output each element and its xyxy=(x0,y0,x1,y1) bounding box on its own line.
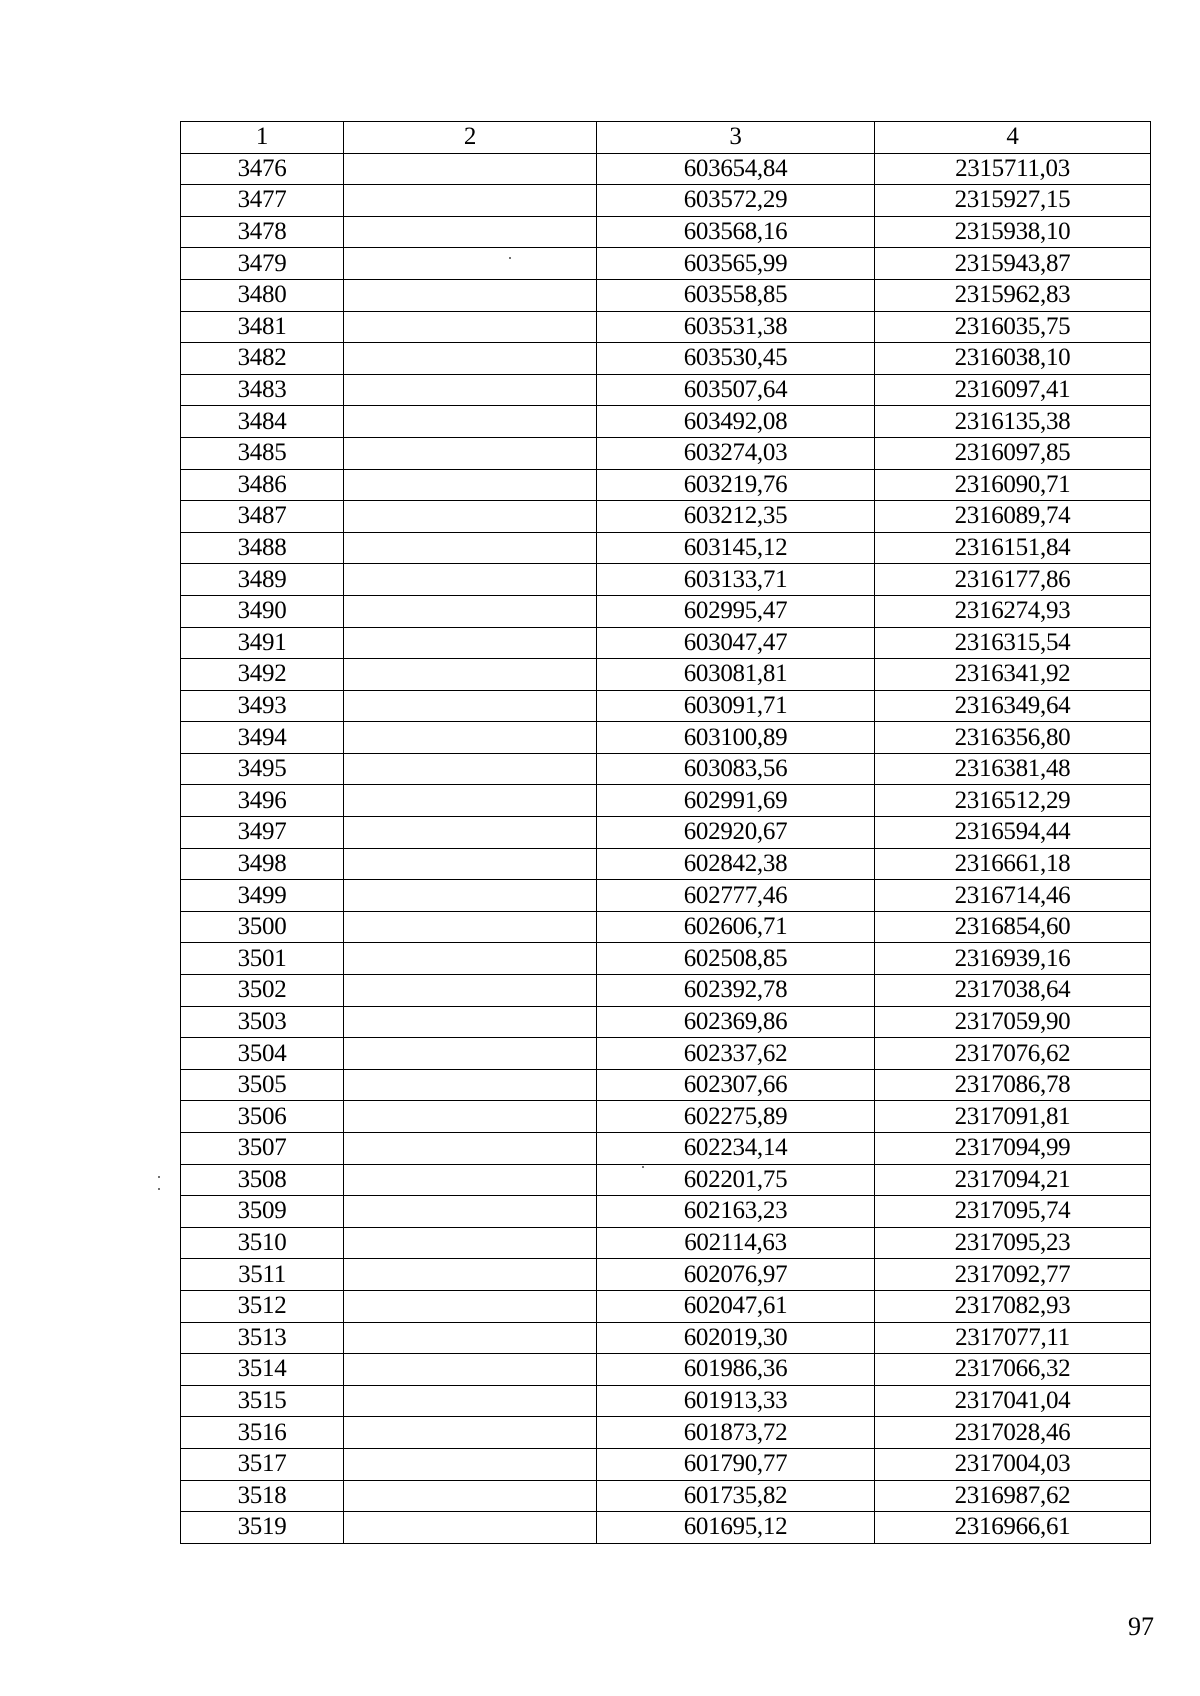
table-row xyxy=(181,1006,1151,1038)
table-cell-col-2 xyxy=(344,753,597,785)
table-cell-col-2 xyxy=(344,406,597,438)
table-cell-col-4: 2317095,74 xyxy=(875,1196,1151,1228)
table-cell-col-4: 2316966,61 xyxy=(875,1512,1151,1544)
table-cell-col-3: 602920,67 xyxy=(597,817,875,849)
table-row xyxy=(181,911,1151,943)
column-header-2: 2 xyxy=(344,122,597,154)
table-cell-col-4: 2316274,93 xyxy=(875,595,1151,627)
table-cell-col-4: 2317059,90 xyxy=(875,1006,1151,1038)
table-row xyxy=(181,279,1151,311)
table-cell-col-4: 2317095,23 xyxy=(875,1227,1151,1259)
table-cell-col-2 xyxy=(344,1259,597,1291)
table-cell-col-3: 603047,47 xyxy=(597,627,875,659)
table-cell-col-4: 2316315,54 xyxy=(875,627,1151,659)
table-cell-col-1: 3478 xyxy=(181,216,344,248)
table-cell-col-1: 3493 xyxy=(181,690,344,722)
table-row xyxy=(181,185,1151,217)
table-cell-col-4: 2317076,62 xyxy=(875,1038,1151,1070)
table-cell-col-2 xyxy=(344,1164,597,1196)
table-row xyxy=(181,501,1151,533)
table-row xyxy=(181,311,1151,343)
table-cell-col-3: 602076,97 xyxy=(597,1259,875,1291)
table-cell-col-3: 603492,08 xyxy=(597,406,875,438)
table-cell-col-4: 2316035,75 xyxy=(875,311,1151,343)
table-cell-col-1: 3492 xyxy=(181,659,344,691)
table-cell-col-2 xyxy=(344,975,597,1007)
table-cell-col-3: 602991,69 xyxy=(597,785,875,817)
table-row xyxy=(181,1417,1151,1449)
table-cell-col-1: 3509 xyxy=(181,1196,344,1228)
table-cell-col-2 xyxy=(344,1480,597,1512)
table-cell-col-1: 3510 xyxy=(181,1227,344,1259)
table-cell-col-3: 603100,89 xyxy=(597,722,875,754)
table-cell-col-1: 3481 xyxy=(181,311,344,343)
table-row xyxy=(181,1227,1151,1259)
table-cell-col-2 xyxy=(344,1196,597,1228)
table-row xyxy=(181,1354,1151,1386)
scan-speck xyxy=(158,1176,160,1178)
table-cell-col-4: 2316512,29 xyxy=(875,785,1151,817)
table-row xyxy=(181,627,1151,659)
table-cell-col-1: 3512 xyxy=(181,1290,344,1322)
table-cell-col-3: 602842,38 xyxy=(597,848,875,880)
table-cell-col-1: 3485 xyxy=(181,437,344,469)
table-cell-col-1: 3477 xyxy=(181,185,344,217)
table-cell-col-3: 603558,85 xyxy=(597,279,875,311)
table-row xyxy=(181,1196,1151,1228)
table-row xyxy=(181,1322,1151,1354)
table-row xyxy=(181,564,1151,596)
table-cell-col-1: 3513 xyxy=(181,1322,344,1354)
table-cell-col-1: 3517 xyxy=(181,1448,344,1480)
table-row xyxy=(181,785,1151,817)
table-cell-col-2 xyxy=(344,1354,597,1386)
table-cell-col-1: 3506 xyxy=(181,1101,344,1133)
table-cell-col-1: 3515 xyxy=(181,1385,344,1417)
table-cell-col-4: 2317066,32 xyxy=(875,1354,1151,1386)
table-cell-col-4: 2317082,93 xyxy=(875,1290,1151,1322)
table-cell-col-1: 3519 xyxy=(181,1512,344,1544)
table-cell-col-1: 3484 xyxy=(181,406,344,438)
table-cell-col-2 xyxy=(344,1448,597,1480)
table-cell-col-1: 3483 xyxy=(181,374,344,406)
table-cell-col-2 xyxy=(344,595,597,627)
table-cell-col-3: 602201,75 xyxy=(597,1164,875,1196)
table-cell-col-4: 2317091,81 xyxy=(875,1101,1151,1133)
table-cell-col-4: 2317004,03 xyxy=(875,1448,1151,1480)
table-cell-col-2 xyxy=(344,343,597,375)
table-cell-col-1: 3497 xyxy=(181,817,344,849)
table-cell-col-1: 3490 xyxy=(181,595,344,627)
table-row xyxy=(181,1448,1151,1480)
table-row xyxy=(181,437,1151,469)
table-cell-col-1: 3491 xyxy=(181,627,344,659)
table-cell-col-4: 2317028,46 xyxy=(875,1417,1151,1449)
table-cell-col-4: 2315711,03 xyxy=(875,153,1151,185)
scan-speck xyxy=(158,1188,160,1190)
table-row xyxy=(181,374,1151,406)
table-cell-col-4: 2316987,62 xyxy=(875,1480,1151,1512)
table-cell-col-1: 3498 xyxy=(181,848,344,880)
table-cell-col-1: 3501 xyxy=(181,943,344,975)
table-cell-col-3: 603145,12 xyxy=(597,532,875,564)
table-cell-col-4: 2315938,10 xyxy=(875,216,1151,248)
table-cell-col-3: 603083,56 xyxy=(597,753,875,785)
table-row xyxy=(181,532,1151,564)
table-row xyxy=(181,216,1151,248)
table-cell-col-4: 2315962,83 xyxy=(875,279,1151,311)
table-cell-col-1: 3507 xyxy=(181,1133,344,1165)
table-cell-col-4: 2316341,92 xyxy=(875,659,1151,691)
table-row xyxy=(181,753,1151,785)
table-cell-col-2 xyxy=(344,1417,597,1449)
table-cell-col-3: 603568,16 xyxy=(597,216,875,248)
table-row xyxy=(181,1480,1151,1512)
coordinates-table xyxy=(180,121,1151,1544)
table-cell-col-4: 2316594,44 xyxy=(875,817,1151,849)
table-cell-col-3: 602163,23 xyxy=(597,1196,875,1228)
table-cell-col-1: 3502 xyxy=(181,975,344,1007)
table-row xyxy=(181,943,1151,975)
table-cell-col-4: 2317041,04 xyxy=(875,1385,1151,1417)
table-cell-col-1: 3511 xyxy=(181,1259,344,1291)
table-cell-col-2 xyxy=(344,785,597,817)
table-cell-col-2 xyxy=(344,722,597,754)
column-header-1: 1 xyxy=(181,122,344,154)
table-cell-col-2 xyxy=(344,848,597,880)
table-cell-col-2 xyxy=(344,1322,597,1354)
table-row xyxy=(181,1038,1151,1070)
table-cell-col-1: 3480 xyxy=(181,279,344,311)
table-cell-col-4: 2316097,41 xyxy=(875,374,1151,406)
table-cell-col-2 xyxy=(344,1038,597,1070)
table-cell-col-2 xyxy=(344,437,597,469)
table-row xyxy=(181,690,1151,722)
table-cell-col-3: 602606,71 xyxy=(597,911,875,943)
table-cell-col-2 xyxy=(344,1101,597,1133)
table-cell-col-4: 2316854,60 xyxy=(875,911,1151,943)
table-cell-col-2 xyxy=(344,627,597,659)
table-cell-col-3: 602114,63 xyxy=(597,1227,875,1259)
table-cell-col-4: 2316714,46 xyxy=(875,880,1151,912)
table-row xyxy=(181,595,1151,627)
table-cell-col-3: 601695,12 xyxy=(597,1512,875,1544)
table-cell-col-2 xyxy=(344,880,597,912)
table-row xyxy=(181,1385,1151,1417)
table-cell-col-1: 3503 xyxy=(181,1006,344,1038)
table-cell-col-2 xyxy=(344,911,597,943)
table-row xyxy=(181,848,1151,880)
table-cell-col-2 xyxy=(344,532,597,564)
table-row xyxy=(181,1290,1151,1322)
scan-speck xyxy=(509,257,511,259)
table-cell-col-3: 602995,47 xyxy=(597,595,875,627)
table-cell-col-2 xyxy=(344,564,597,596)
table-cell-col-2 xyxy=(344,1069,597,1101)
table-cell-col-1: 3476 xyxy=(181,153,344,185)
table-cell-col-2 xyxy=(344,943,597,975)
table-cell-col-3: 601873,72 xyxy=(597,1417,875,1449)
table-cell-col-1: 3516 xyxy=(181,1417,344,1449)
table-cell-col-3: 603654,84 xyxy=(597,153,875,185)
table-cell-col-1: 3500 xyxy=(181,911,344,943)
table-cell-col-1: 3486 xyxy=(181,469,344,501)
table-cell-col-2 xyxy=(344,1227,597,1259)
table-cell-col-4: 2316939,16 xyxy=(875,943,1151,975)
table-body xyxy=(181,153,1151,1543)
table-cell-col-3: 603133,71 xyxy=(597,564,875,596)
table-cell-col-1: 3495 xyxy=(181,753,344,785)
table-cell-col-4: 2316381,48 xyxy=(875,753,1151,785)
table-row xyxy=(181,1259,1151,1291)
page-number: 97 xyxy=(1128,1612,1154,1641)
table-cell-col-3: 603219,76 xyxy=(597,469,875,501)
table-cell-col-1: 3514 xyxy=(181,1354,344,1386)
table-cell-col-1: 3496 xyxy=(181,785,344,817)
table-cell-col-2 xyxy=(344,153,597,185)
table-row xyxy=(181,469,1151,501)
table-cell-col-1: 3494 xyxy=(181,722,344,754)
table-cell-col-2 xyxy=(344,817,597,849)
table-cell-col-4: 2316135,38 xyxy=(875,406,1151,438)
table-cell-col-2 xyxy=(344,185,597,217)
table-cell-col-2 xyxy=(344,279,597,311)
table-cell-col-2 xyxy=(344,469,597,501)
table-cell-col-3: 603091,71 xyxy=(597,690,875,722)
table-cell-col-1: 3489 xyxy=(181,564,344,596)
table-cell-col-3: 602275,89 xyxy=(597,1101,875,1133)
table-cell-col-2 xyxy=(344,311,597,343)
table-cell-col-3: 603530,45 xyxy=(597,343,875,375)
table-row xyxy=(181,722,1151,754)
table-cell-col-3: 602508,85 xyxy=(597,943,875,975)
table-cell-col-3: 602392,78 xyxy=(597,975,875,1007)
table-cell-col-4: 2316356,80 xyxy=(875,722,1151,754)
table-cell-col-1: 3482 xyxy=(181,343,344,375)
table-cell-col-3: 602019,30 xyxy=(597,1322,875,1354)
table-row xyxy=(181,343,1151,375)
table-cell-col-3: 603212,35 xyxy=(597,501,875,533)
table-cell-col-2 xyxy=(344,216,597,248)
table-cell-col-2 xyxy=(344,248,597,280)
table-cell-col-2 xyxy=(344,1006,597,1038)
table-row xyxy=(181,1101,1151,1133)
table-cell-col-3: 602777,46 xyxy=(597,880,875,912)
table-cell-col-1: 3487 xyxy=(181,501,344,533)
table-cell-col-4: 2316089,74 xyxy=(875,501,1151,533)
table-cell-col-2 xyxy=(344,1133,597,1165)
table-row xyxy=(181,153,1151,185)
table-cell-col-1: 3499 xyxy=(181,880,344,912)
table-row xyxy=(181,1164,1151,1196)
table-cell-col-3: 603507,64 xyxy=(597,374,875,406)
table-cell-col-3: 603572,29 xyxy=(597,185,875,217)
table-cell-col-1: 3518 xyxy=(181,1480,344,1512)
table-cell-col-3: 603531,38 xyxy=(597,311,875,343)
table-cell-col-4: 2316097,85 xyxy=(875,437,1151,469)
table-row xyxy=(181,406,1151,438)
column-header-4: 4 xyxy=(875,122,1151,154)
column-header-3: 3 xyxy=(597,122,875,154)
table-cell-col-2 xyxy=(344,501,597,533)
table-row xyxy=(181,248,1151,280)
table-cell-col-2 xyxy=(344,659,597,691)
table-cell-col-2 xyxy=(344,1290,597,1322)
table-cell-col-1: 3508 xyxy=(181,1164,344,1196)
table-cell-col-4: 2315927,15 xyxy=(875,185,1151,217)
table-cell-col-3: 603081,81 xyxy=(597,659,875,691)
table-cell-col-4: 2316090,71 xyxy=(875,469,1151,501)
table-cell-col-4: 2316349,64 xyxy=(875,690,1151,722)
table-cell-col-1: 3479 xyxy=(181,248,344,280)
table-cell-col-4: 2317092,77 xyxy=(875,1259,1151,1291)
table-cell-col-3: 602307,66 xyxy=(597,1069,875,1101)
table-cell-col-1: 3504 xyxy=(181,1038,344,1070)
table-row xyxy=(181,1133,1151,1165)
table-cell-col-4: 2316661,18 xyxy=(875,848,1151,880)
table-row xyxy=(181,880,1151,912)
table-cell-col-3: 603274,03 xyxy=(597,437,875,469)
table-cell-col-3: 601735,82 xyxy=(597,1480,875,1512)
table-cell-col-3: 602234,14 xyxy=(597,1133,875,1165)
table-cell-col-4: 2317094,21 xyxy=(875,1164,1151,1196)
table-cell-col-4: 2317077,11 xyxy=(875,1322,1151,1354)
table-cell-col-3: 602047,61 xyxy=(597,1290,875,1322)
table-cell-col-4: 2317086,78 xyxy=(875,1069,1151,1101)
table-cell-col-2 xyxy=(344,374,597,406)
table-cell-col-3: 602337,62 xyxy=(597,1038,875,1070)
table-row xyxy=(181,659,1151,691)
table-row xyxy=(181,1512,1151,1544)
table-cell-col-4: 2317038,64 xyxy=(875,975,1151,1007)
table-cell-col-1: 3505 xyxy=(181,1069,344,1101)
table-cell-col-4: 2316151,84 xyxy=(875,532,1151,564)
scan-speck xyxy=(642,1166,644,1168)
table-cell-col-3: 601913,33 xyxy=(597,1385,875,1417)
table-cell-col-4: 2316177,86 xyxy=(875,564,1151,596)
table-cell-col-3: 601986,36 xyxy=(597,1354,875,1386)
table-cell-col-4: 2315943,87 xyxy=(875,248,1151,280)
table-cell-col-4: 2316038,10 xyxy=(875,343,1151,375)
table-cell-col-2 xyxy=(344,1385,597,1417)
table-header-row xyxy=(181,122,1151,154)
table-cell-col-2 xyxy=(344,690,597,722)
table-row xyxy=(181,817,1151,849)
table-row xyxy=(181,1069,1151,1101)
table-cell-col-3: 603565,99 xyxy=(597,248,875,280)
table-cell-col-2 xyxy=(344,1512,597,1544)
table-cell-col-4: 2317094,99 xyxy=(875,1133,1151,1165)
table-cell-col-3: 601790,77 xyxy=(597,1448,875,1480)
table-cell-col-3: 602369,86 xyxy=(597,1006,875,1038)
table-row xyxy=(181,975,1151,1007)
table-cell-col-1: 3488 xyxy=(181,532,344,564)
